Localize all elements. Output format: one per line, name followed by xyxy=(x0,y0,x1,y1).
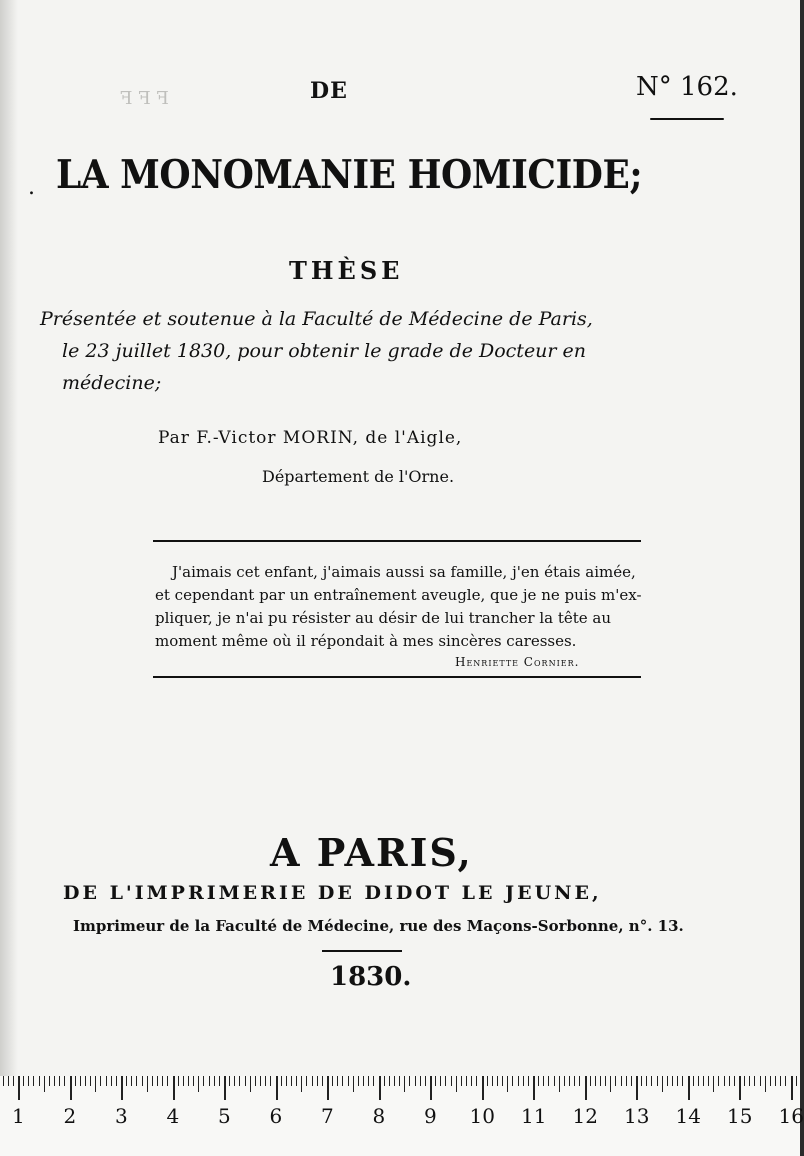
ruler-tick xyxy=(739,1076,741,1100)
thesis-line-3: médecine; xyxy=(62,372,162,394)
ruler-tick xyxy=(646,1076,647,1086)
ruler-tick xyxy=(677,1076,678,1086)
ruler-tick xyxy=(404,1076,405,1092)
ruler-tick xyxy=(564,1076,565,1086)
ruler-tick xyxy=(136,1076,137,1086)
ruler-tick xyxy=(322,1076,323,1086)
ruler-tick xyxy=(713,1076,714,1092)
year-rule xyxy=(322,950,402,952)
ruler-tick xyxy=(574,1076,575,1086)
ruler-tick xyxy=(301,1076,302,1092)
imprint-year: 1830. xyxy=(330,962,412,992)
ruler-tick xyxy=(126,1076,127,1086)
ruler-tick xyxy=(693,1076,694,1086)
ruler-tick xyxy=(497,1076,498,1086)
ruler-tick xyxy=(157,1076,158,1086)
ruler-tick xyxy=(569,1076,570,1086)
ruler-tick xyxy=(70,1076,72,1100)
ruler-tick xyxy=(435,1076,436,1086)
ruler-tick xyxy=(353,1076,354,1092)
ruler-tick xyxy=(631,1076,632,1086)
ruler-label: 7 xyxy=(321,1104,334,1128)
ruler-tick xyxy=(548,1076,549,1086)
ruler-tick xyxy=(657,1076,658,1086)
ruler-tick xyxy=(518,1076,519,1086)
ruler-tick xyxy=(270,1076,271,1086)
ruler-tick xyxy=(368,1076,369,1086)
ruler-tick xyxy=(600,1076,601,1086)
ruler-tick xyxy=(306,1076,307,1086)
ruler-tick xyxy=(203,1076,204,1086)
ruler-tick xyxy=(245,1076,246,1086)
ruler-tick xyxy=(358,1076,359,1086)
ruler-tick xyxy=(718,1076,719,1086)
ruler-tick xyxy=(445,1076,446,1086)
ruler-label: 14 xyxy=(675,1104,701,1128)
ruler-tick xyxy=(770,1076,771,1086)
epigraph-line-2: et cependant par un entraînement aveugle, que je ne puis m'ex- xyxy=(155,586,642,604)
ruler-tick xyxy=(734,1076,735,1086)
ruler-label: 12 xyxy=(572,1104,598,1128)
ruler-tick xyxy=(142,1076,143,1086)
ruler-tick xyxy=(626,1076,627,1086)
ruler-tick xyxy=(234,1076,235,1086)
ruler-tick xyxy=(80,1076,81,1086)
ruler-tick xyxy=(188,1076,189,1086)
ruler-tick xyxy=(183,1076,184,1086)
ruler-tick xyxy=(512,1076,513,1086)
ruler-tick xyxy=(152,1076,153,1086)
ruler-tick xyxy=(193,1076,194,1086)
ruler-tick xyxy=(363,1076,364,1086)
ruler-tick xyxy=(342,1076,343,1086)
ruler-tick xyxy=(399,1076,400,1086)
ruler-tick xyxy=(90,1076,91,1086)
ruler-tick xyxy=(250,1076,251,1092)
ruler-tick xyxy=(95,1076,96,1092)
author-department: Département de l'Orne. xyxy=(262,467,455,486)
ruler-tick xyxy=(147,1076,148,1092)
ruler-tick xyxy=(559,1076,560,1092)
ruler-tick xyxy=(317,1076,318,1086)
ruler-tick xyxy=(389,1076,390,1086)
ruler-tick xyxy=(765,1076,766,1092)
ruler-tick xyxy=(754,1076,755,1086)
ruler-tick xyxy=(8,1076,9,1086)
ruler-tick xyxy=(111,1076,112,1086)
ruler-tick xyxy=(482,1076,484,1100)
ruler-tick xyxy=(409,1076,410,1086)
ruler-tick xyxy=(451,1076,452,1086)
ruler-tick xyxy=(219,1076,220,1086)
ruler-tick xyxy=(394,1076,395,1086)
ruler-tick xyxy=(54,1076,55,1086)
epigraph-line-3: pliquer, je n'ai pu résister au désir de lui trancher la tête au xyxy=(155,609,612,627)
ruler-tick xyxy=(760,1076,761,1086)
ruler-tick xyxy=(348,1076,349,1086)
ruler-tick xyxy=(116,1076,117,1086)
ruler-tick xyxy=(332,1076,333,1086)
ruler-tick xyxy=(651,1076,652,1086)
ruler-tick xyxy=(265,1076,266,1086)
ruler-label: 11 xyxy=(521,1104,547,1128)
thesis-line-1: Présentée et soutenue à la Faculté de Médecine de Paris, xyxy=(40,308,593,330)
ruler-tick xyxy=(641,1076,642,1086)
ruler-tick xyxy=(312,1076,313,1086)
ruler-tick xyxy=(543,1076,544,1086)
ruler-tick xyxy=(533,1076,535,1100)
ruler-tick xyxy=(610,1076,611,1092)
ruler-tick xyxy=(39,1076,40,1086)
ruler-tick xyxy=(49,1076,50,1086)
ruler-tick xyxy=(621,1076,622,1086)
ruler-tick xyxy=(18,1076,20,1100)
measuring-ruler xyxy=(0,1076,804,1156)
ruler-tick xyxy=(13,1076,14,1086)
ruler-tick xyxy=(729,1076,730,1086)
ruler-tick xyxy=(430,1076,432,1100)
ruler-tick xyxy=(85,1076,86,1086)
author-line: Par F.-Victor MORIN, de l'Aigle, xyxy=(158,428,463,448)
ruler-label: 16 xyxy=(778,1104,804,1128)
ruler-tick xyxy=(775,1076,776,1086)
epigraph-line-1: J'aimais cet enfant, j'aimais aussi sa famille, j'en étais aimée, xyxy=(172,563,636,581)
ruler-tick xyxy=(173,1076,175,1100)
ruler-tick xyxy=(724,1076,725,1086)
ruler-tick xyxy=(615,1076,616,1086)
thesis-heading: THÈSE xyxy=(289,256,404,285)
ruler-tick xyxy=(198,1076,199,1092)
ruler-tick xyxy=(291,1076,292,1086)
ruler-tick xyxy=(492,1076,493,1086)
ruler-tick xyxy=(131,1076,132,1086)
ruler-tick xyxy=(100,1076,101,1086)
margin-dot: . xyxy=(28,175,35,200)
ruler-label: 15 xyxy=(727,1104,753,1128)
document-title: LA MONOMANIE HOMICIDE; xyxy=(56,152,643,198)
ruler-tick xyxy=(528,1076,529,1086)
ruler-tick xyxy=(461,1076,462,1086)
ruler-tick xyxy=(425,1076,426,1086)
ruler-tick xyxy=(281,1076,282,1086)
ruler-tick xyxy=(688,1076,690,1100)
ruler-tick xyxy=(672,1076,673,1086)
imprint-printer: DE L'IMPRIMERIE DE DIDOT LE JEUNE, xyxy=(63,882,602,904)
ruler-tick xyxy=(502,1076,503,1086)
ruler-tick xyxy=(260,1076,261,1086)
ruler-tick xyxy=(708,1076,709,1086)
ruler-tick xyxy=(440,1076,441,1086)
ruler-tick xyxy=(296,1076,297,1086)
ruler-tick xyxy=(785,1076,786,1086)
ruler-tick xyxy=(554,1076,555,1086)
number-underline-ornament xyxy=(650,118,724,120)
heading-de: DE xyxy=(310,78,348,104)
ruler-tick xyxy=(796,1076,797,1086)
ruler-label: 8 xyxy=(372,1104,386,1128)
ruler-tick xyxy=(471,1076,472,1086)
ruler-tick xyxy=(379,1076,381,1100)
ruler-tick xyxy=(605,1076,606,1086)
ruler-tick xyxy=(456,1076,457,1092)
ruler-tick xyxy=(507,1076,508,1092)
ruler-tick xyxy=(791,1076,793,1100)
epigraph-top-rule xyxy=(153,540,641,542)
ruler-tick xyxy=(579,1076,580,1086)
ruler-tick xyxy=(28,1076,29,1086)
ruler-tick xyxy=(703,1076,704,1086)
ruler-tick xyxy=(780,1076,781,1086)
ruler-label: 13 xyxy=(624,1104,650,1128)
ruler-label: 3 xyxy=(115,1104,128,1128)
ruler-tick xyxy=(106,1076,107,1086)
ruler-tick xyxy=(44,1076,45,1092)
ruler-tick xyxy=(590,1076,591,1086)
ruler-tick xyxy=(64,1076,65,1086)
ruler-tick xyxy=(255,1076,256,1086)
ruler-tick xyxy=(415,1076,416,1086)
ruler-tick xyxy=(662,1076,663,1092)
ruler-tick xyxy=(33,1076,34,1086)
ruler-tick xyxy=(585,1076,587,1100)
ruler-tick xyxy=(384,1076,385,1086)
epigraph-line-4: moment même où il répondait à mes sincères caresses. xyxy=(155,632,577,650)
ruler-tick xyxy=(538,1076,539,1086)
ruler-tick xyxy=(75,1076,76,1086)
ruler-tick xyxy=(59,1076,60,1086)
ruler-label: 5 xyxy=(218,1104,231,1128)
ruler-tick xyxy=(209,1076,210,1086)
ruler-tick xyxy=(744,1076,745,1086)
ruler-label: 9 xyxy=(424,1104,437,1128)
imprint-city: A PARIS, xyxy=(270,830,473,875)
ruler-tick xyxy=(276,1076,278,1100)
thesis-number: N° 162. xyxy=(636,72,738,102)
ruler-tick xyxy=(636,1076,638,1100)
ruler-label: 6 xyxy=(269,1104,283,1128)
ruler-tick xyxy=(121,1076,123,1100)
ruler-label: 10 xyxy=(469,1104,495,1128)
ruler-tick xyxy=(167,1076,168,1086)
ruler-tick xyxy=(224,1076,226,1100)
imprint-address: Imprimeur de la Faculté de Médecine, rue des Maçons-Sorbonne, n°. 13. xyxy=(73,917,684,935)
ruler-tick xyxy=(682,1076,683,1086)
ruler-tick xyxy=(420,1076,421,1086)
ruler-tick xyxy=(3,1076,4,1086)
ruler-tick xyxy=(229,1076,230,1086)
ruler-tick xyxy=(162,1076,163,1086)
ruler-tick xyxy=(667,1076,668,1086)
ruler-label: 1 xyxy=(12,1104,25,1128)
ruler-tick xyxy=(214,1076,215,1086)
ruler-tick xyxy=(239,1076,240,1086)
ruler-tick xyxy=(327,1076,329,1100)
ruler-tick xyxy=(23,1076,24,1086)
ruler-label: 2 xyxy=(63,1104,77,1128)
ruler-tick xyxy=(466,1076,467,1086)
ruler-tick xyxy=(476,1076,477,1086)
thesis-line-2: le 23 juillet 1830, pour obtenir le grade de Docteur en xyxy=(62,340,587,362)
ruler-tick xyxy=(286,1076,287,1086)
ruler-tick xyxy=(373,1076,374,1086)
ruler-tick xyxy=(337,1076,338,1086)
ruler-tick xyxy=(487,1076,488,1086)
ruler-tick xyxy=(749,1076,750,1086)
bleed-through-decoration: ꟻ ꟻ ꟻ xyxy=(120,88,169,109)
ruler-tick xyxy=(523,1076,524,1086)
ruler-tick xyxy=(595,1076,596,1086)
epigraph-signature: Henriette Cornier. xyxy=(455,655,580,669)
ruler-label: 4 xyxy=(166,1104,180,1128)
epigraph-bottom-rule xyxy=(153,676,641,678)
ruler-tick xyxy=(698,1076,699,1086)
ruler-tick xyxy=(178,1076,179,1086)
